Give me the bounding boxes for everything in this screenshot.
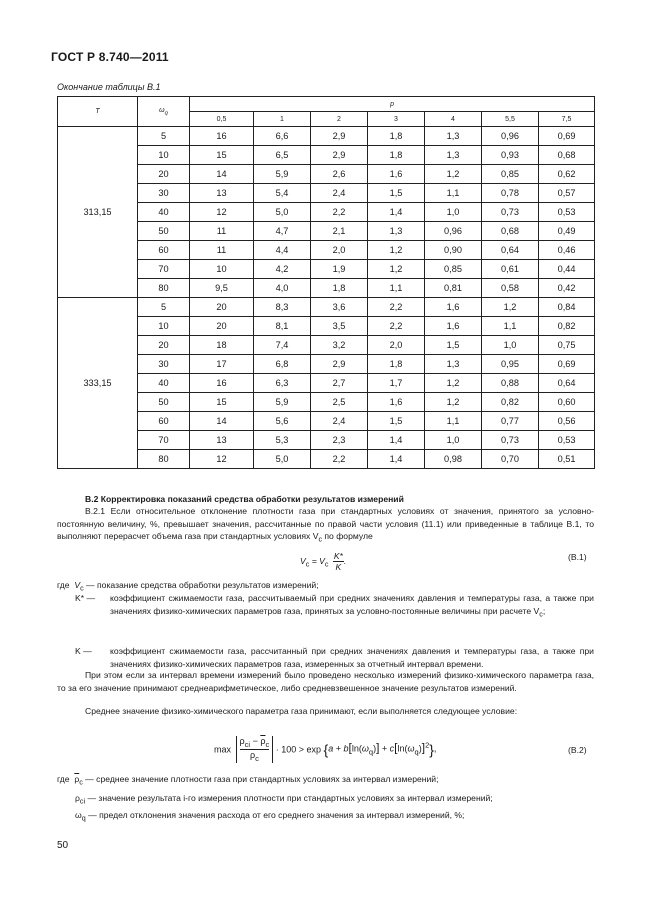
value-cell: 1,5 [425,336,482,355]
value-cell: 1,8 [368,127,425,146]
value-cell: 2,2 [368,317,425,336]
value-cell: 4,2 [254,260,311,279]
table-row [58,298,595,317]
omega-cell: 70 [138,260,190,279]
value-cell: 0,84 [539,298,595,317]
table-row [58,260,595,279]
value-cell: 0,73 [482,203,539,222]
value-cell: 1,9 [311,260,368,279]
value-cell: 11 [190,241,254,260]
value-cell: 1,0 [425,203,482,222]
value-cell: 1,6 [368,165,425,184]
value-cell: 0,49 [539,222,595,241]
value-cell: 5,4 [254,184,311,203]
omega-cell: 20 [138,165,190,184]
page-number: 50 [57,840,69,851]
value-cell: 1,2 [482,298,539,317]
value-cell: 0,64 [539,374,595,393]
table-row [58,127,595,146]
value-cell: 0,53 [539,203,595,222]
table-row [58,374,595,393]
value-cell: 0,60 [539,393,595,412]
definition-k-symbol: K — [75,646,92,656]
value-cell: 0,57 [539,184,595,203]
value-cell: 1,6 [425,298,482,317]
table-row [58,412,595,431]
omega-cell: 20 [138,336,190,355]
table-row [58,393,595,412]
value-cell: 0,82 [482,393,539,412]
formula-b2: max $\rho_{ci} - \overline{\rho}_c$ $\overline{\rho}_c$ · $100 > \exp \{a + b[\ln(\omega_q)] + c[\ln(\omega_q)]^2\}$, [214,736,437,763]
table-row [58,203,595,222]
equation-number-b2: (В.2) [568,745,587,755]
table-row [58,355,595,374]
table-row [58,241,595,260]
value-cell: 12 [190,450,254,469]
value-cell: 1,4 [368,431,425,450]
value-cell: 5,0 [254,203,311,222]
value-cell: 0,96 [482,127,539,146]
value-cell: 1,3 [368,222,425,241]
value-cell: 1,8 [368,146,425,165]
value-cell: 15 [190,146,254,165]
formula-b1: $V_с = V_с$ $\frac{K*}{K}$ . [300,551,347,572]
value-cell: 4,4 [254,241,311,260]
section-title: В.2 Корректировка показаний средства обработки результатов измерений [85,494,404,504]
p-value-header: 4 [425,112,482,127]
value-cell: 0,75 [539,336,595,355]
equation-number-b1: (В.1) [568,552,587,562]
value-cell: 6,6 [254,127,311,146]
value-cell: 1,7 [368,374,425,393]
value-cell: 5,0 [254,450,311,469]
value-cell: 2,9 [311,355,368,374]
value-cell: 0,61 [482,260,539,279]
value-cell: 9,5 [190,279,254,298]
omega-cell: 80 [138,450,190,469]
value-cell: 7,4 [254,336,311,355]
value-cell: 2,2 [368,298,425,317]
value-cell: 2,9 [311,146,368,165]
value-cell: 2,0 [311,241,368,260]
col-header-t: T [58,97,138,127]
value-cell: 1,3 [425,355,482,374]
value-cell: 13 [190,184,254,203]
value-cell: 5,9 [254,393,311,412]
value-cell: 20 [190,317,254,336]
value-cell: 2,2 [311,203,368,222]
omega-cell: 40 [138,374,190,393]
value-cell: 8,1 [254,317,311,336]
value-cell: 2,4 [311,184,368,203]
definition-rho-c: где $\overline{\rho}_с$ — среднее значение плотности газа при стандартных условиях за интервал измерений; [57,774,439,787]
value-cell: 1,5 [368,412,425,431]
value-cell: 0,56 [539,412,595,431]
value-cell: 4,7 [254,222,311,241]
value-cell: 0,85 [482,165,539,184]
value-cell: 0,51 [539,450,595,469]
paragraph-b21: В.2.1 Если относительное отклонение плотности газа при стандартных условиях от значения, принятого за условно-постоянную величину, %, превышает значения, рассчитанные по правой части условия (11.1) или приведенные в таблице В.1, то выполняют перерасчет объема газа при стандартных условиях $V_с$ по формуле [57,506,594,544]
value-cell: 0,95 [482,355,539,374]
value-cell: 0,88 [482,374,539,393]
value-cell: 0,90 [425,241,482,260]
value-cell: 10 [190,260,254,279]
value-cell: 0,85 [425,260,482,279]
omega-cell: 60 [138,412,190,431]
definition-k: коэффициент сжимаемости газа, рассчитанный при средних значениях давления и температуры газа, а также при значениях физико-химических параметров газа, измеренных за отчетный интервал времени. [110,646,594,669]
value-cell: 0,78 [482,184,539,203]
omega-cell: 50 [138,222,190,241]
table-row [58,431,595,450]
value-cell: 0,62 [539,165,595,184]
value-cell: 20 [190,298,254,317]
table-row [58,165,595,184]
omega-cell: 5 [138,127,190,146]
value-cell: 0,69 [539,127,595,146]
value-cell: 6,3 [254,374,311,393]
value-cell: 11 [190,222,254,241]
document-title: ГОСТ Р 8.740—2011 [51,50,169,64]
table-row [58,222,595,241]
value-cell: 0,98 [425,450,482,469]
value-cell: 18 [190,336,254,355]
value-cell: 12 [190,203,254,222]
value-cell: 1,2 [425,393,482,412]
omega-cell: 70 [138,431,190,450]
value-cell: 0,68 [482,222,539,241]
omega-cell: 60 [138,241,190,260]
value-cell: 1,1 [425,412,482,431]
value-cell: 0,73 [482,431,539,450]
value-cell: 2,9 [311,127,368,146]
p-value-header: 7,5 [539,112,595,127]
value-cell: 4,0 [254,279,311,298]
paragraph-measurements: При этом если за интервал времени измерений было проведено несколько измерений физико-химического параметра газа, то за его значение принимают среднеарифметическое, либо средневзвешенное значение результатов измерений. [57,670,594,693]
value-cell: 1,5 [368,184,425,203]
value-cell: 1,3 [425,146,482,165]
value-cell: 2,7 [311,374,368,393]
value-cell: 2,1 [311,222,368,241]
value-cell: 0,93 [482,146,539,165]
value-cell: 2,6 [311,165,368,184]
p-value-header: 1 [254,112,311,127]
value-cell: 14 [190,165,254,184]
value-cell: 5,3 [254,431,311,450]
data-table [57,96,595,469]
value-cell: 0,82 [539,317,595,336]
value-cell: 2,3 [311,431,368,450]
p-value-header: 2 [311,112,368,127]
value-cell: 1,4 [368,450,425,469]
value-cell: 0,53 [539,431,595,450]
value-cell: 1,6 [425,317,482,336]
table-row [58,450,595,469]
value-cell: 0,42 [539,279,595,298]
table-row [58,279,595,298]
value-cell: 1,4 [368,203,425,222]
value-cell: 2,2 [311,450,368,469]
definition-kstar: коэффициент сжимаемости газа, рассчитываемый при средних значениях давления и температуры газа, а также при значениях физико-химических параметров газа, принятых за условно-постоянные величины при расчете $V_с$; [110,593,594,619]
table-row [58,184,595,203]
value-cell: 1,8 [311,279,368,298]
value-cell: 3,5 [311,317,368,336]
omega-cell: 5 [138,298,190,317]
omega-cell: 30 [138,355,190,374]
temperature-cell: 313,15 [58,127,138,298]
value-cell: 0,46 [539,241,595,260]
value-cell: 0,81 [425,279,482,298]
col-header-p: p [190,97,595,112]
p-value-header: 5,5 [482,112,539,127]
omega-cell: 10 [138,317,190,336]
definition-omega-q: $\omega_q$ — предел отклонения значения расхода от его среднего значения за интервал измерений, %; [75,810,465,823]
definition-kstar-symbol: K* — [75,593,96,603]
value-cell: 6,5 [254,146,311,165]
p-value-header: 3 [368,112,425,127]
value-cell: 1,2 [425,374,482,393]
value-cell: 5,9 [254,165,311,184]
p-value-header: 0,5 [190,112,254,127]
definition-rho-ci: $\rho_{ci}$ — значение результата i-го измерения плотности при стандартных условиях за интервал измерений; [75,793,493,806]
omega-cell: 30 [138,184,190,203]
value-cell: 0,69 [539,355,595,374]
omega-cell: 50 [138,393,190,412]
value-cell: 0,96 [425,222,482,241]
paragraph-condition: Среднее значение физико-химического параметра газа принимают, если выполняется следующее условие: [85,706,518,716]
table-row [58,317,595,336]
value-cell: 2,4 [311,412,368,431]
table-row [58,146,595,165]
value-cell: 6,8 [254,355,311,374]
value-cell: 0,58 [482,279,539,298]
value-cell: 1,2 [425,165,482,184]
col-header-omega: $\omega_q$ [138,97,190,127]
value-cell: 1,2 [368,260,425,279]
value-cell: 0,64 [482,241,539,260]
value-cell: 1,1 [482,317,539,336]
value-cell: 1,6 [368,393,425,412]
value-cell: 1,2 [368,241,425,260]
value-cell: 1,3 [425,127,482,146]
value-cell: 2,5 [311,393,368,412]
table-caption: Окончание таблицы В.1 [57,82,161,92]
value-cell: 17 [190,355,254,374]
value-cell: 1,1 [368,279,425,298]
value-cell: 1,1 [425,184,482,203]
value-cell: 3,6 [311,298,368,317]
value-cell: 0,44 [539,260,595,279]
value-cell: 15 [190,393,254,412]
value-cell: 1,0 [425,431,482,450]
value-cell: 3,2 [311,336,368,355]
table-row [58,336,595,355]
temperature-cell: 333,15 [58,298,138,469]
value-cell: 16 [190,374,254,393]
omega-cell: 40 [138,203,190,222]
definition-vc: где $V_с$ — показание средства обработки результатов измерений; [57,580,319,593]
value-cell: 0,77 [482,412,539,431]
omega-cell: 80 [138,279,190,298]
value-cell: 5,6 [254,412,311,431]
value-cell: 2,0 [368,336,425,355]
value-cell: 0,70 [482,450,539,469]
value-cell: 0,68 [539,146,595,165]
value-cell: 1,0 [482,336,539,355]
value-cell: 1,8 [368,355,425,374]
value-cell: 8,3 [254,298,311,317]
value-cell: 16 [190,127,254,146]
omega-cell: 10 [138,146,190,165]
value-cell: 13 [190,431,254,450]
value-cell: 14 [190,412,254,431]
